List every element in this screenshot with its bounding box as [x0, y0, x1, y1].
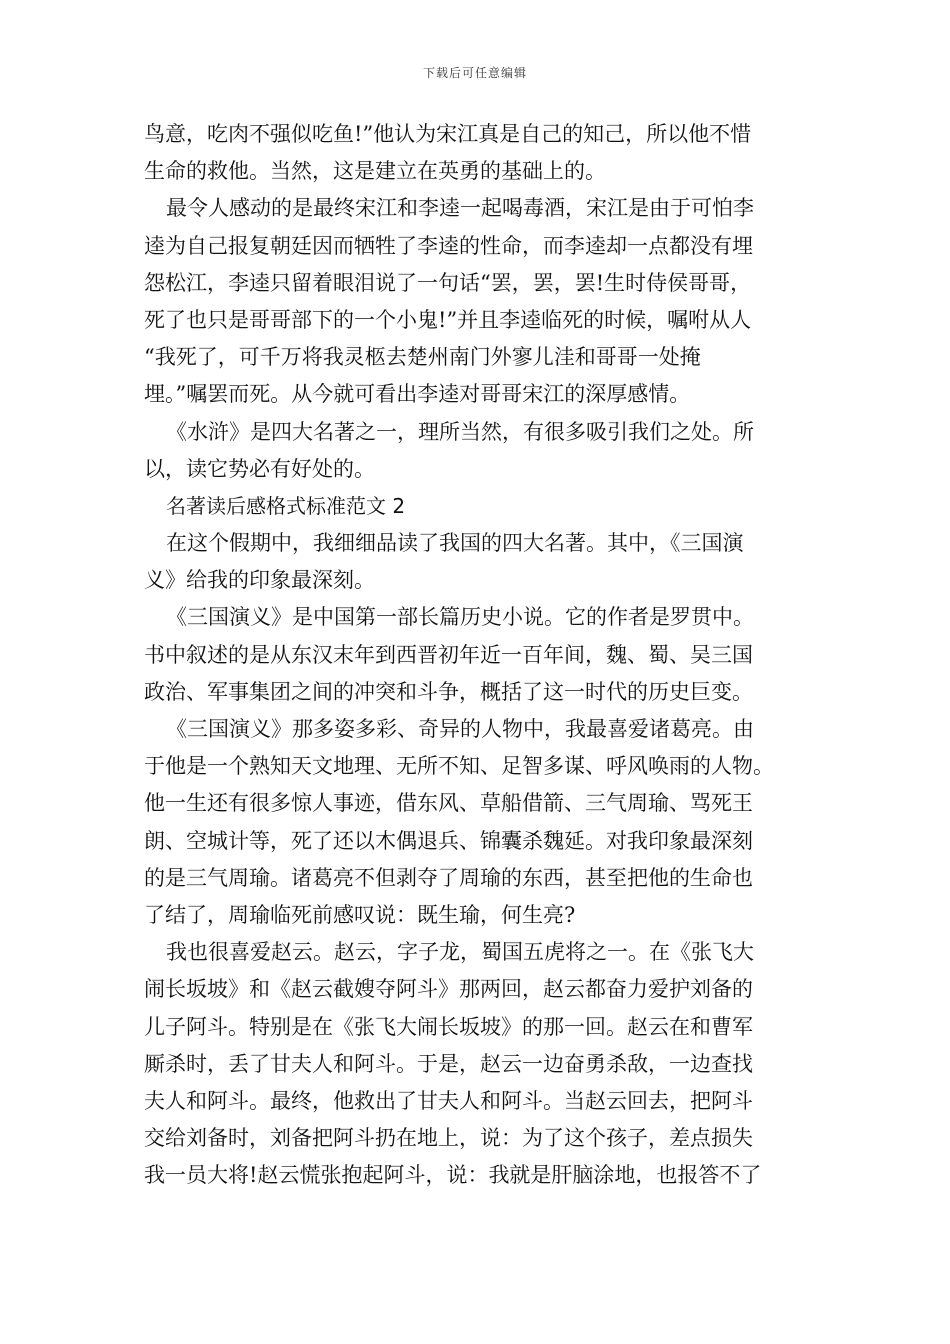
text-line: 我也很喜爱赵云。赵云，字子龙，蜀国五虎将之一。在《张飞大 — [166, 940, 754, 965]
text-line: 生命的救他。当然，这是建立在英勇的基础上的。 — [144, 159, 606, 184]
text-line: 了结了，周瑜临死前感叹说：既生瑜，何生亮? — [144, 902, 576, 927]
text-line: 书中叙述的是从东汉末年到西晋初年近一百年间，魏、蜀、吴三国 — [144, 642, 753, 667]
text-line: 政治、军事集团之间的冲突和斗争，概括了这一时代的历史巨变。 — [144, 679, 753, 704]
text-line: 闹长坂坡》和《赵云截嫂夺阿斗》那两回，赵云都奋力爱护刘备的 — [144, 977, 753, 1002]
text-line: 夫人和阿斗。最终，他救出了甘夫人和阿斗。当赵云回去，把阿斗 — [144, 1088, 753, 1113]
page-header: 下载后可任意编辑 — [422, 66, 527, 80]
text-line: 于他是一个熟知天文地理、无所不知、足智多谋、呼风唤雨的人物。 — [144, 754, 774, 779]
text-line: 最令人感动的是最终宋江和李逵一起喝毒酒，宋江是由于可怕李 — [166, 196, 754, 221]
text-line: 朗、空城计等，死了还以木偶退兵、锦囊杀魏延。对我印象最深刻 — [144, 828, 753, 853]
text-line: 我一员大将!赵云慌张抱起阿斗，说：我就是肝脑涂地，也报答不了 — [144, 1163, 762, 1188]
text-line: 怨松江，李逵只留着眼泪说了一句话“罢，罢，罢!生时侍侯哥哥， — [144, 270, 752, 295]
text-line: 交给刘备时，刘备把阿斗扔在地上，说：为了这个孩子，差点损失 — [144, 1126, 753, 1151]
text-line: 埋。”嘱罢而死。从今就可看出李逵对哥哥宋江的深厚感情。 — [144, 382, 691, 407]
text-line: 《三国演义》是中国第一部长篇历史小说。它的作者是罗贯中。 — [166, 605, 754, 630]
text-line: 儿子阿斗。特别是在《张飞大闹长坂坡》的那一回。赵云在和曹军 — [144, 1014, 753, 1039]
text-line: 以，读它势必有好处的。 — [144, 456, 375, 481]
document-body — [144, 116, 810, 1194]
text-line: 义》给我的印象最深刻。 — [144, 568, 375, 593]
text-line: 在这个假期中，我细细品读了我国的四大名著。其中，《三国演 — [166, 531, 744, 556]
text-line: 逵为自己报复朝廷因而牺牲了李逵的性命，而李逵却一点都没有埋 — [144, 233, 753, 258]
text-line: 《三国演义》那多姿多彩、奇异的人物中，我最喜爱诸葛亮。由 — [166, 717, 754, 741]
text-line: 鸟意，吃肉不强似吃鱼!”他认为宋江真是自己的知己，所以他不惜 — [144, 122, 752, 146]
text-line: 厮杀时，丢了甘夫人和阿斗。于是，赵云一边奋勇杀敌，一边查找 — [144, 1051, 753, 1076]
section-heading: 名著读后感格式标准范文 2 — [166, 493, 406, 518]
text-line: 他一生还有很多惊人事迹，借东风、草船借箭、三气周瑜、骂死王 — [144, 791, 753, 816]
text-line: “我死了，可千万将我灵柩去楚州南门外寥儿洼和哥哥一处掩 — [144, 345, 701, 370]
text-line: 《水浒》是四大名著之一，理所当然，有很多吸引我们之处。所 — [166, 419, 754, 444]
text-line: 的是三气周瑜。诸葛亮不但剥夺了周瑜的东西，甚至把他的生命也 — [144, 865, 753, 890]
text-line: 死了也只是哥哥部下的一个小鬼!”并且李逵临死的时候，嘱咐从人 — [144, 307, 752, 332]
